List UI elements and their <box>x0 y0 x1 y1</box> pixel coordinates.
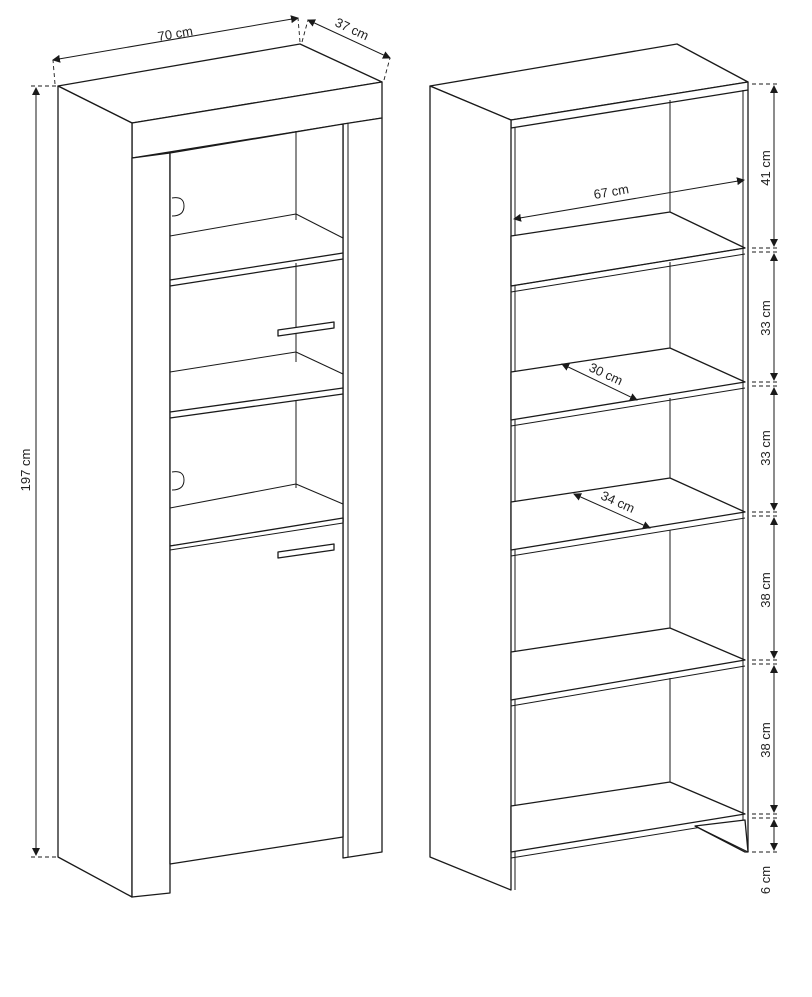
height-dimension <box>18 86 56 857</box>
shelf-depth-bottom-label: 34 cm <box>598 487 638 516</box>
cabinet-with-doors <box>58 44 382 897</box>
shelf-depth-top-label: 30 cm <box>586 359 626 389</box>
compartment-1-label: 41 cm <box>758 150 773 186</box>
compartment-2-label: 33 cm <box>758 300 773 336</box>
open-cabinet <box>430 44 748 890</box>
height-label: 197 cm <box>18 448 33 492</box>
compartment-4-label: 38 cm <box>758 572 773 608</box>
depth-label: 37 cm <box>332 14 372 44</box>
compartment-3-label: 33 cm <box>758 430 773 466</box>
compartment-5-label: 38 cm <box>758 722 773 758</box>
inner-width-label: 67 cm <box>592 181 630 202</box>
width-label: 70 cm <box>156 23 194 44</box>
inner-width-dimension <box>514 180 744 219</box>
compartment-heights <box>752 84 778 894</box>
compartment-6-label: 6 cm <box>758 865 773 895</box>
